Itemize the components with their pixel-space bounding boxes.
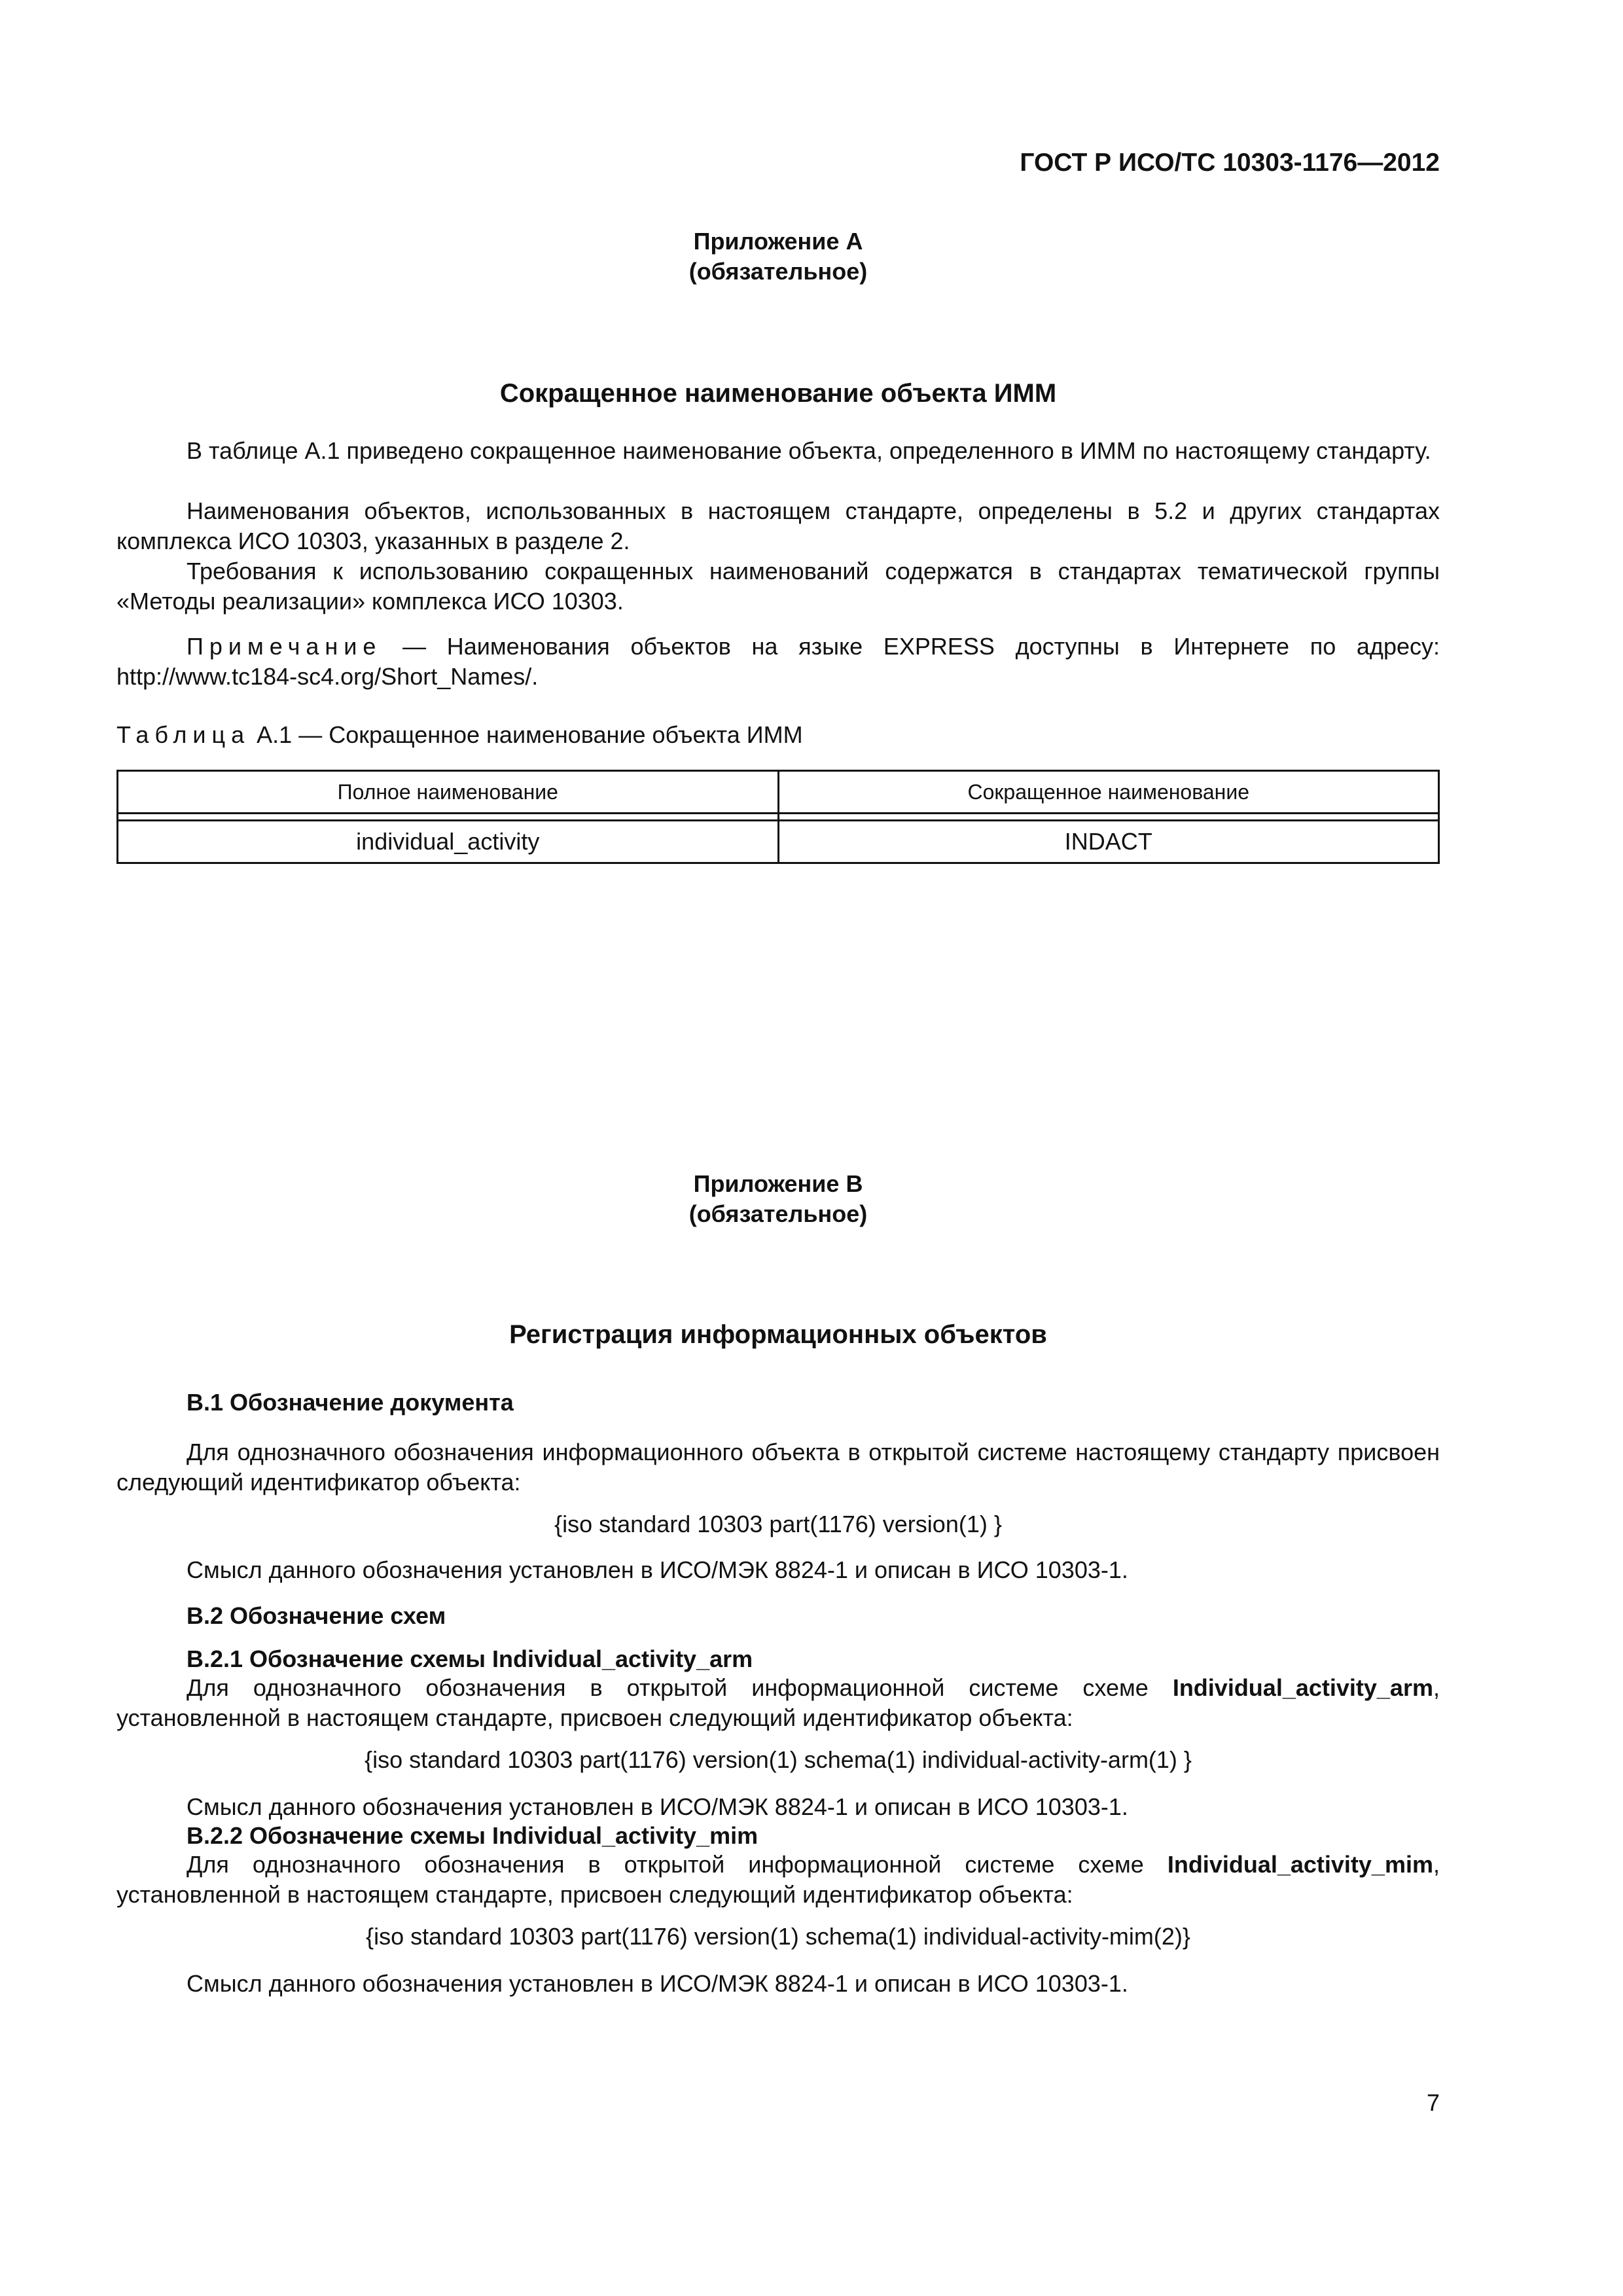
section-b1-text: Для однозначного обозначения информационного объекта в открытой системе настоящему стандарту присвоен следующий идентификатор объекта: (116, 1439, 1440, 1496)
annex-b-title: Регистрация информационных объектов (509, 1320, 1047, 1349)
table-header-full-name: Полное наименование (118, 771, 779, 814)
schema-name-mim: Individual_activity_mim (1167, 1851, 1433, 1878)
schema-name-arm: Individual_activity_arm (1172, 1674, 1433, 1701)
section-b22-object-id: {iso standard 10303 part(1176) version(1) schema(1) individual-activity-mim(2)} (366, 1923, 1190, 1950)
section-b22-text: Для однозначного обозначения в открытой информационной системе схеме Individual_activity_mim, установленной в настоящем стандарте, присвоен следующий идентификатор объекта: (116, 1851, 1440, 1908)
short-names-table-wrapper (116, 770, 1440, 864)
table-label: Таблица (116, 721, 251, 748)
table-cell-short-name: INDACT (778, 821, 1439, 863)
section-b1-heading: В.1 Обозначение документа (187, 1389, 514, 1416)
section-b21-text: Для однозначного обозначения в открытой информационной системе схеме Individual_activity_arm, установленной в настоящем стандарте, присвоен следующий идентификатор объекта: (116, 1674, 1440, 1731)
table-row (118, 821, 1439, 863)
table-header-short-name: Сокращенное наименование (778, 771, 1439, 814)
section-b21-object-id: {iso standard 10303 part(1176) version(1) schema(1) individual-activity-arm(1) } (365, 1746, 1192, 1773)
annex-a-label: Приложение А (693, 228, 863, 255)
note-label: Примечание (187, 633, 382, 660)
table-caption-text: А.1 — Сокращенное наименование объекта ИММ (250, 721, 803, 748)
section-b1-meaning: Смысл данного обозначения установлен в ИСО/МЭК 8824-1 и описан в ИСО 10303-1. (187, 1556, 1128, 1583)
table-header-row (118, 771, 1439, 814)
section-b22-heading: В.2.2 Обозначение схемы Individual_activity_mim (187, 1822, 758, 1849)
annex-b-status: (обязательное) (688, 1200, 868, 1227)
section-b21-heading: В.2.1 Обозначение схемы Individual_activity_arm (187, 1645, 753, 1672)
annex-a-title: Сокращенное наименование объекта ИММ (499, 379, 1057, 408)
annex-a-paragraph-3: Требования к использованию сокращенных наименований содержатся в стандартах тематической группы «Методы реализации» комплекса ИСО 10303. (116, 558, 1440, 615)
annex-a-paragraph-1: В таблице А.1 приведено сокращенное наименование объекта, определенного в ИММ по настоящему стандарту. (187, 437, 1431, 464)
annex-a-status: (обязательное) (688, 258, 868, 285)
table-spacer-row (118, 814, 1439, 821)
section-b21-meaning: Смысл данного обозначения установлен в ИСО/МЭК 8824-1 и описан в ИСО 10303-1. (187, 1793, 1128, 1820)
document-code-header: ГОСТ Р ИСО/ТС 10303-1176—2012 (1020, 149, 1440, 177)
section-b1-object-id: {iso standard 10303 part(1176) version(1) } (554, 1511, 1002, 1537)
annex-a-paragraph-2: Наименования объектов, использованных в настоящем стандарте, определены в 5.2 и других стандартах комплекса ИСО 10303, указанных в разделе 2. (116, 497, 1440, 554)
section-b2-heading: В.2 Обозначение схем (187, 1602, 446, 1629)
table-cell-full-name: individual_activity (118, 821, 779, 863)
annex-a-note (116, 632, 1440, 692)
short-names-table (116, 770, 1440, 864)
section-b22-meaning: Смысл данного обозначения установлен в ИСО/МЭК 8824-1 и описан в ИСО 10303-1. (187, 1970, 1128, 1997)
annex-b-label: Приложение В (693, 1170, 863, 1197)
table-caption (116, 720, 803, 750)
note-text: — Наименования объектов на языке EXPRESS доступны в Интернете по адресу: http://www.tc184-sc4.org/Short_Names/. (116, 633, 1440, 690)
page-number: 7 (1426, 2089, 1440, 2116)
